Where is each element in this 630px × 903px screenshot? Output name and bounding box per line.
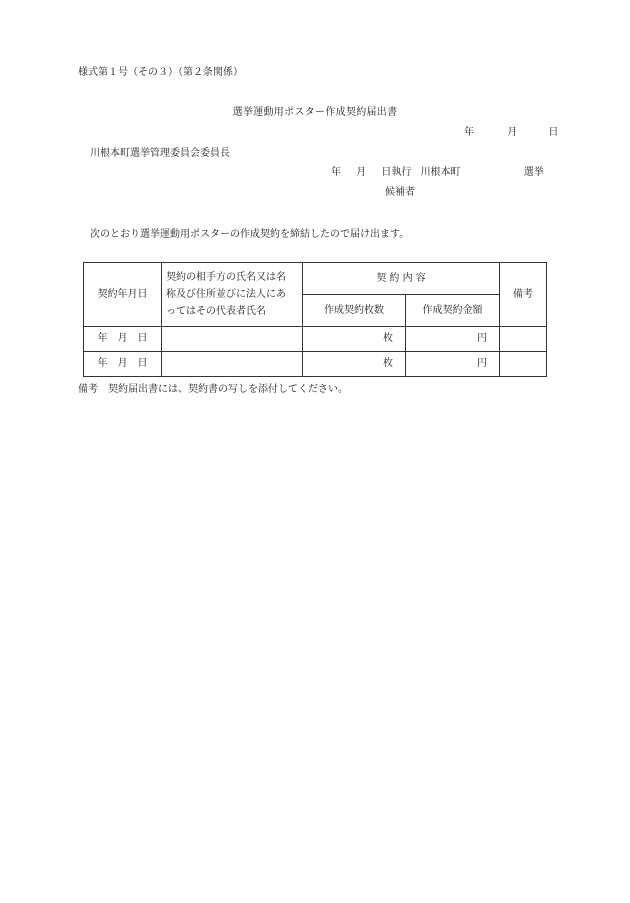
- date-day-label: 日: [548, 127, 559, 138]
- row-party-cell: [162, 327, 303, 352]
- row-amount-cell: 円: [406, 352, 500, 377]
- addressee: 川根本町選挙管理委員会委員長: [90, 148, 230, 159]
- header-contract-date: 契約年月日: [84, 263, 162, 327]
- body-text: 次のとおり選挙運動用ポスターの作成契約を締結したので届け出ます。: [90, 229, 410, 240]
- header-party-line: 契約の相手方の氏名又は名: [166, 272, 286, 283]
- row-date-cell: 年 月 日: [84, 327, 162, 352]
- candidate-label: 候補者: [385, 187, 415, 198]
- exec-day-label: 日執行: [381, 167, 412, 178]
- header-contract-contents: 契 約 内 容: [303, 263, 500, 295]
- header-contract-party: [162, 263, 303, 327]
- header-remarks: 備考: [500, 263, 547, 327]
- date-month-label: 月: [507, 127, 518, 138]
- contract-table: [83, 262, 547, 377]
- header-contract-amount: 作成契約金額: [406, 295, 500, 327]
- town-name: 川根本町: [420, 167, 461, 178]
- table-row: [84, 327, 547, 352]
- header-party-line: 称及び住所並びに法人にあ: [166, 289, 286, 300]
- row-party-cell: [162, 352, 303, 377]
- row-amount-cell: 円: [406, 327, 500, 352]
- row-remarks-cell: [500, 352, 547, 377]
- document-title: 選挙運動用ポスター作成契約届出書: [232, 107, 398, 118]
- row-sheets-cell: 枚: [303, 352, 406, 377]
- remarks-note: 備考 契約届出書には、契約書の写しを添付してください。: [78, 384, 348, 395]
- row-sheets-cell: 枚: [303, 327, 406, 352]
- row-remarks-cell: [500, 327, 547, 352]
- date-year-label: 年: [464, 127, 474, 138]
- table-row: [84, 352, 547, 377]
- election-label: 選挙: [523, 167, 544, 178]
- row-date-cell: 年 月 日: [84, 352, 162, 377]
- exec-year-label: 年: [331, 167, 341, 178]
- exec-month-label: 月: [356, 167, 367, 178]
- submission-date: [464, 128, 558, 138]
- header-sheet-count: 作成契約枚数: [303, 295, 406, 327]
- election-execution-line: [331, 168, 544, 178]
- header-party-line: ってはその代表者氏名: [166, 306, 266, 317]
- form-number: 様式第１号（その３）（第２条関係）: [78, 67, 243, 78]
